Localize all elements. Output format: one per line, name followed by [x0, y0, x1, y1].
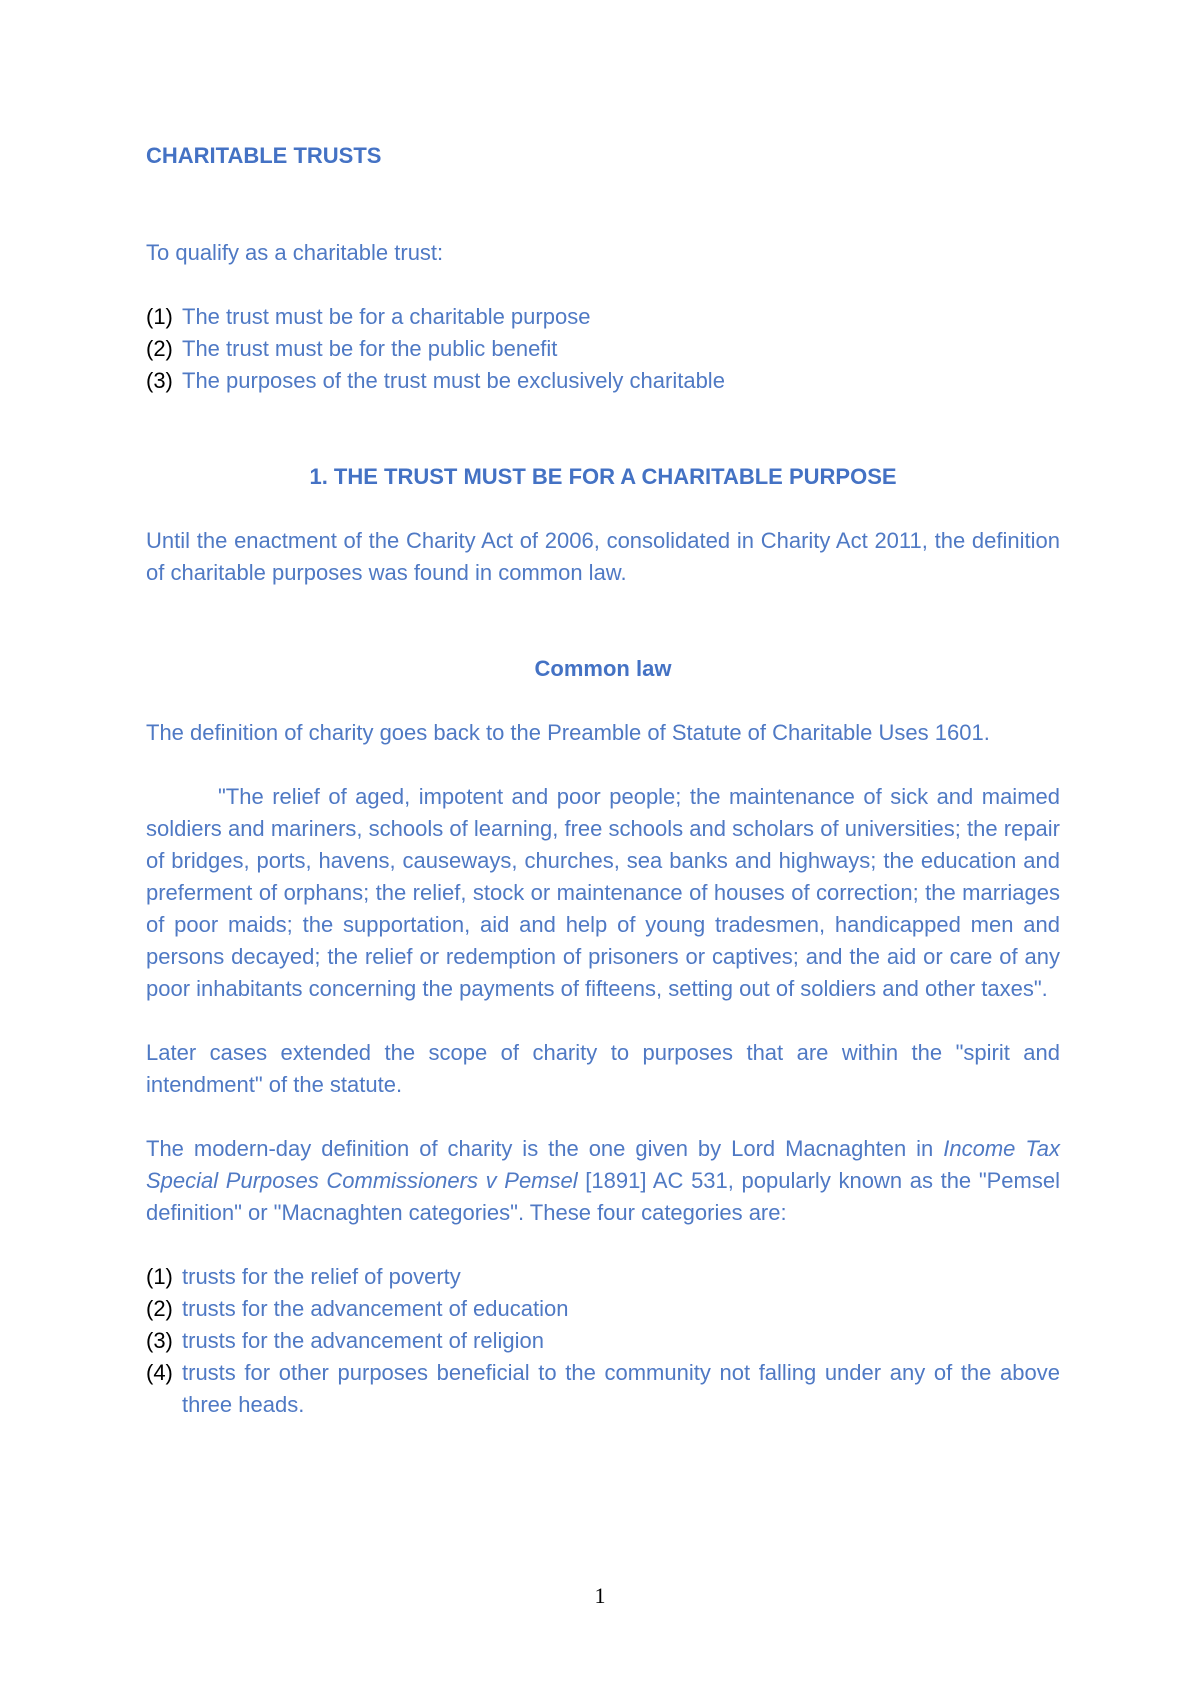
subsection-heading: Common law — [534, 656, 672, 681]
list-number: (3) — [146, 1328, 173, 1353]
list-text: The trust must be for a charitable purpose — [182, 304, 591, 329]
list-text: trusts for other purposes beneficial to the community not falling under any of the above three heads. — [182, 1360, 1060, 1417]
list-item — [146, 365, 1060, 397]
list-item — [146, 1357, 1060, 1421]
paragraph: The definition of charity goes back to the Preamble of Statute of Charitable Uses 1601. — [146, 720, 990, 745]
section-paragraph: Until the enactment of the Charity Act of 2006, consolidated in Charity Act 2011, the definition of charitable purposes was found in common law. — [146, 528, 1060, 585]
categories-list — [146, 1261, 1060, 1421]
list-text: The trust must be for the public benefit — [182, 336, 558, 361]
section-heading: 1. THE TRUST MUST BE FOR A CHARITABLE PURPOSE — [309, 464, 897, 489]
paragraph-text: [1891] AC 531, popularly known as the "Pemsel definition" or "Macnaghten categories". These four categories are: — [146, 1168, 1060, 1225]
list-number: (2) — [146, 336, 173, 361]
list-text: trusts for the relief of poverty — [182, 1264, 461, 1289]
document-title: CHARITABLE TRUSTS — [146, 143, 382, 168]
page-number: 1 — [594, 1583, 606, 1608]
list-item — [146, 1293, 1060, 1325]
list-item — [146, 1261, 1060, 1293]
list-text: trusts for the advancement of education — [182, 1296, 569, 1321]
list-item — [146, 333, 1060, 365]
list-number: (1) — [146, 1264, 173, 1289]
list-text: The purposes of the trust must be exclusively charitable — [182, 368, 725, 393]
page-content — [146, 140, 1060, 1421]
paragraph-text: The modern-day definition of charity is the one given by Lord Macnaghten in — [146, 1136, 944, 1161]
intro-text: To qualify as a charitable trust: — [146, 240, 444, 265]
list-item — [146, 301, 1060, 333]
paragraph: Later cases extended the scope of charity to purposes that are within the "spirit and intendment" of the statute. — [146, 1040, 1060, 1097]
list-number: (1) — [146, 304, 173, 329]
list-number: (3) — [146, 368, 173, 393]
case-name: Income Tax Special Purposes Commissioners v Pemsel — [146, 1136, 1060, 1193]
requirements-list — [146, 301, 1060, 397]
paragraph — [146, 1133, 1060, 1229]
list-item — [146, 1325, 1060, 1357]
list-number: (2) — [146, 1296, 173, 1321]
statute-quote: "The relief of aged, impotent and poor people; the maintenance of sick and maimed soldiers and mariners, schools of learning, free schools and scholars of universities; the repair of bridges, ports, havens, causeways, churches, sea banks and highways; the education and preferment of orphans; the relief, stock or maintenance of houses of correction; the marriages of poor maids; the supportation, aid and help of young tradesmen, handicapped men and persons decayed; the relief or redemption of prisoners or captives; and the aid or care of any poor inhabitants concerning the payments of fifteens, setting out of soldiers and other taxes". — [146, 784, 1060, 1001]
list-number: (4) — [146, 1360, 173, 1385]
list-text: trusts for the advancement of religion — [182, 1328, 544, 1353]
